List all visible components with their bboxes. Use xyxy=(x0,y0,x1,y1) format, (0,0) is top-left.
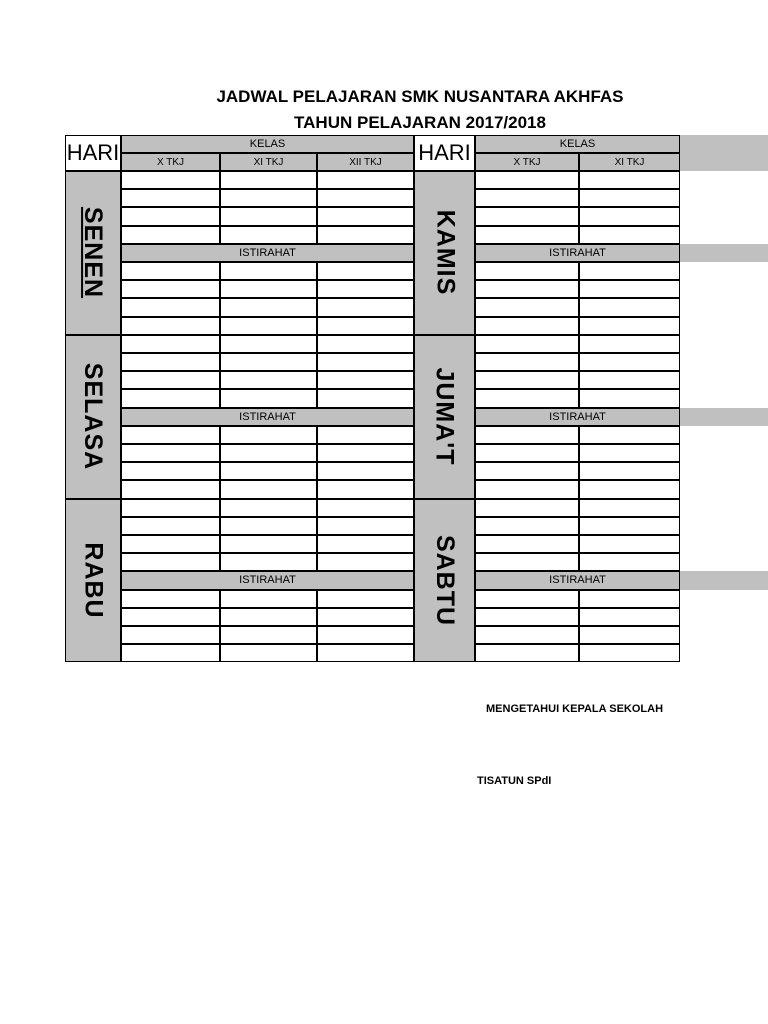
schedule-cell xyxy=(317,426,414,444)
schedule-cell xyxy=(579,644,680,662)
schedule-cell xyxy=(317,389,414,407)
schedule-cell xyxy=(121,280,220,298)
schedule-cell xyxy=(220,317,317,335)
schedule-cell xyxy=(317,499,414,517)
schedule-cell xyxy=(475,335,579,353)
schedule-cell xyxy=(317,462,414,480)
schedule-cell xyxy=(121,444,220,462)
schedule-cell xyxy=(317,517,414,535)
schedule-cell xyxy=(121,517,220,535)
schedule-cell xyxy=(220,644,317,662)
schedule-cell xyxy=(579,462,680,480)
schedule-cell xyxy=(475,444,579,462)
schedule-cell xyxy=(317,353,414,371)
schedule-cell xyxy=(220,608,317,626)
schedule-cell xyxy=(121,189,220,207)
schedule-cell xyxy=(121,262,220,280)
schedule-cell xyxy=(475,189,579,207)
schedule-cell xyxy=(475,317,579,335)
schedule-cell xyxy=(220,480,317,498)
schedule-cell xyxy=(475,517,579,535)
schedule-cell xyxy=(121,626,220,644)
schedule-cell xyxy=(579,389,680,407)
schedule-cell xyxy=(220,553,317,571)
schedule-cell xyxy=(220,207,317,225)
schedule-cell xyxy=(475,644,579,662)
schedule-cell xyxy=(317,535,414,553)
schedule-cell xyxy=(220,226,317,244)
break-row: ISTIRAHAT xyxy=(121,408,414,426)
schedule-cell xyxy=(121,298,220,316)
day-name: SELASA xyxy=(79,362,108,471)
day-name: KAMIS xyxy=(431,210,459,296)
schedule-cell xyxy=(121,389,220,407)
schedule-cell xyxy=(317,371,414,389)
schedule-cell xyxy=(579,353,680,371)
column-header: X TKJ xyxy=(121,153,220,171)
schedule-cell xyxy=(475,626,579,644)
signature-name: TISATUN SPdI xyxy=(477,775,552,787)
schedule-cell xyxy=(579,371,680,389)
page-title: JADWAL PELAJARAN SMK NUSANTARA AKHFAS xyxy=(216,87,624,106)
schedule-cell xyxy=(121,553,220,571)
day-name: SENEN xyxy=(79,207,108,299)
day-name: SABTU xyxy=(431,534,460,627)
break-extension xyxy=(680,571,768,589)
schedule-cell xyxy=(579,553,680,571)
day-label xyxy=(414,335,475,499)
schedule-cell xyxy=(317,280,414,298)
schedule-cell xyxy=(121,644,220,662)
schedule-cell xyxy=(475,298,579,316)
schedule-cell xyxy=(579,517,680,535)
schedule-cell xyxy=(121,535,220,553)
schedule-cell xyxy=(121,499,220,517)
schedule-cell xyxy=(317,335,414,353)
day-label xyxy=(65,335,121,499)
schedule-cell xyxy=(121,480,220,498)
schedule-cell xyxy=(317,553,414,571)
page-subtitle: TAHUN PELAJARAN 2017/2018 xyxy=(294,113,546,132)
schedule-cell xyxy=(220,626,317,644)
day-name: RABU xyxy=(79,542,108,619)
schedule-cell xyxy=(475,262,579,280)
day-label xyxy=(65,171,121,335)
schedule-cell xyxy=(220,280,317,298)
schedule-cell xyxy=(579,171,680,189)
schedule-cell xyxy=(579,335,680,353)
schedule-cell xyxy=(220,335,317,353)
schedule-cell xyxy=(475,499,579,517)
day-label xyxy=(414,499,475,663)
schedule-cell xyxy=(579,426,680,444)
schedule-cell xyxy=(317,644,414,662)
schedule-cell xyxy=(121,426,220,444)
schedule-cell xyxy=(579,280,680,298)
day-label xyxy=(65,499,121,663)
schedule-cell xyxy=(579,590,680,608)
column-header: XI TKJ xyxy=(579,153,680,171)
break-row: ISTIRAHAT xyxy=(475,244,680,262)
schedule-cell xyxy=(579,444,680,462)
schedule-cell xyxy=(475,535,579,553)
schedule-cell xyxy=(475,553,579,571)
schedule-cell xyxy=(317,480,414,498)
schedule-cell xyxy=(220,426,317,444)
schedule-cell xyxy=(475,608,579,626)
schedule-cell xyxy=(579,626,680,644)
schedule-cell xyxy=(579,608,680,626)
schedule-cell xyxy=(121,462,220,480)
schedule-cell xyxy=(220,171,317,189)
schedule-cell xyxy=(121,608,220,626)
schedule-cell xyxy=(579,535,680,553)
schedule-cell xyxy=(121,335,220,353)
schedule-cell xyxy=(220,517,317,535)
schedule-cell xyxy=(475,171,579,189)
schedule-cell xyxy=(317,590,414,608)
kelas-header: KELAS xyxy=(121,135,414,153)
schedule-cell xyxy=(220,389,317,407)
break-row: ISTIRAHAT xyxy=(121,244,414,262)
schedule-cell xyxy=(475,590,579,608)
schedule-cell xyxy=(475,480,579,498)
schedule-cell xyxy=(579,298,680,316)
break-row: ISTIRAHAT xyxy=(121,571,414,589)
schedule-cell xyxy=(317,608,414,626)
break-extension xyxy=(680,244,768,262)
day-name: JUMA'T xyxy=(431,367,459,466)
schedule-cell xyxy=(220,353,317,371)
schedule-cell xyxy=(579,317,680,335)
schedule-cell xyxy=(579,480,680,498)
signature-heading: MENGETAHUI KEPALA SEKOLAH xyxy=(486,703,664,715)
schedule-cell xyxy=(475,226,579,244)
hari-header: HARI xyxy=(65,135,121,171)
schedule-cell xyxy=(220,371,317,389)
schedule-cell xyxy=(220,444,317,462)
schedule-cell xyxy=(579,189,680,207)
schedule-cell xyxy=(475,353,579,371)
schedule-cell xyxy=(475,207,579,225)
schedule-cell xyxy=(220,590,317,608)
schedule-cell xyxy=(220,499,317,517)
schedule-cell xyxy=(220,535,317,553)
schedule-cell xyxy=(317,207,414,225)
schedule-cell xyxy=(220,262,317,280)
schedule-cell xyxy=(121,207,220,225)
schedule-cell xyxy=(317,317,414,335)
break-row: ISTIRAHAT xyxy=(475,571,680,589)
column-header: XI TKJ xyxy=(220,153,317,171)
schedule-cell xyxy=(220,189,317,207)
header-extension xyxy=(680,135,768,171)
schedule-cell xyxy=(579,262,680,280)
schedule-cell xyxy=(121,371,220,389)
schedule-cell xyxy=(475,426,579,444)
break-row: ISTIRAHAT xyxy=(475,408,680,426)
schedule-cell xyxy=(475,462,579,480)
schedule-cell xyxy=(475,371,579,389)
schedule-cell xyxy=(475,280,579,298)
schedule-cell xyxy=(579,207,680,225)
column-header: XII TKJ xyxy=(317,153,414,171)
schedule-cell xyxy=(317,298,414,316)
schedule-cell xyxy=(121,590,220,608)
kelas-header: KELAS xyxy=(475,135,680,153)
schedule-cell xyxy=(317,444,414,462)
day-label xyxy=(414,171,475,335)
hari-header: HARI xyxy=(414,135,475,171)
schedule-cell xyxy=(317,262,414,280)
schedule-cell xyxy=(579,499,680,517)
break-extension xyxy=(680,408,768,426)
schedule-cell xyxy=(317,189,414,207)
schedule-cell xyxy=(121,317,220,335)
schedule-cell xyxy=(579,226,680,244)
schedule-cell xyxy=(317,626,414,644)
column-header: X TKJ xyxy=(475,153,579,171)
schedule-cell xyxy=(121,171,220,189)
schedule-cell xyxy=(317,171,414,189)
schedule-cell xyxy=(121,353,220,371)
schedule-cell xyxy=(220,298,317,316)
schedule-cell xyxy=(475,389,579,407)
schedule-cell xyxy=(121,226,220,244)
schedule-cell xyxy=(317,226,414,244)
schedule-cell xyxy=(220,462,317,480)
